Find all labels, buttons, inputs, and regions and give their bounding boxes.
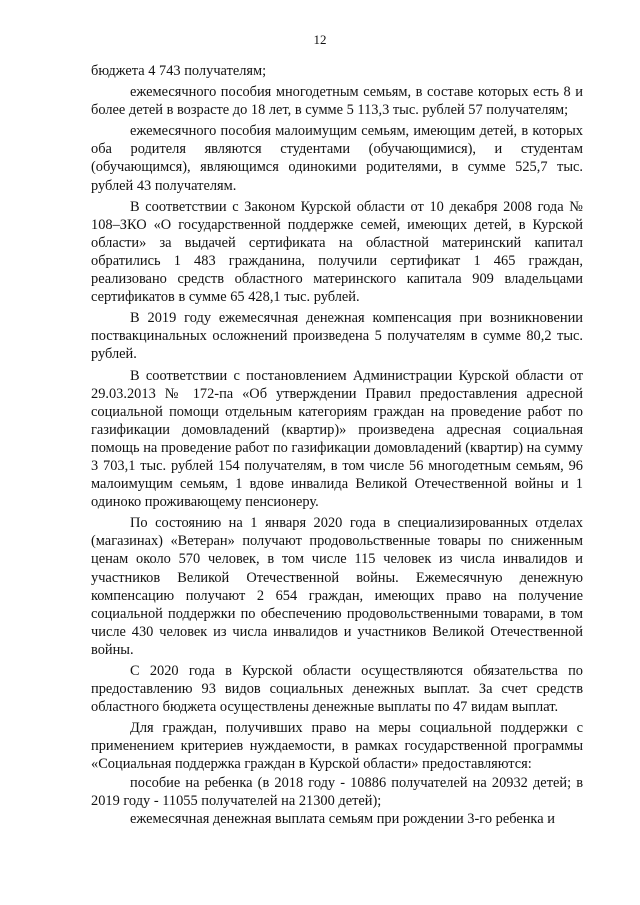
page-number: 12 [313,32,327,47]
paragraph-needs-based-support: Для граждан, получивших право на меры социальной поддержки с применением критериев нуждаемости, в рамках государственной программы «Социальная поддержка граждан в Курской области» предоставляются: [91,720,583,773]
paragraph-large-family-allowance: ежемесячного пособия многодетным семьям, в составе которых есть 8 и более детей в возрасте до 18 лет, в сумме 5 113,3 тыс. рублей 57 получателям; [91,84,583,119]
paragraph-budget-recipients: бюджета 4 743 получателям; [91,63,267,79]
paragraph-vaccination-compensation: В 2019 году ежемесячная денежная компенсация при возникновении поствакцинальных осложнений произведена 5 получателям в сумме 80,2 тыс. рублей. [91,310,583,363]
paragraph-third-child-payment: ежемесячная денежная выплата семьям при рождении 3-го ребенка и [130,810,555,827]
paragraph-gasification-aid: В соответствии с постановлением Администрации Курской области от 29.03.2013 № 172-па «Об утверждении Правил предоставления адресной социальной помощи отдельным категориям граждан на проведение работ по газификации домовладений (квартир)» произведена адресная социальная помощь на проведение работ по газификации домовладений (квартир) на сумму 3 703,1 тыс. рублей 154 получателям, в том числе 56 многодетным семьям, 96 малоимущим семьям, 1 вдове инвалида Великой Отечественной войны и 1 одиноко проживающему пенсионеру. [91,367,583,511]
paragraph-student-family-allowance: ежемесячного пособия малоимущим семьям, имеющим детей, в которых оба родителя являются студентами (обучающимися), и студентам (обучающимся), являющимся одинокими родителями, в сумме 525,7 тыс. рублей 43 получателям. [91,123,583,194]
paragraph-social-payments: С 2020 года в Курской области осуществляются обязательства по предоставлению 93 видов социальных денежных выплат. За счет средств областного бюджета осуществлены денежные выплаты по 47 видам выплат. [91,663,583,716]
paragraph-veteran-stores: По состоянию на 1 января 2020 года в специализированных отделах (магазинах) «Ветеран» получают продовольственные товары по сниженным ценам около 570 человек, в том числе 115 человек из числа инвалидов и участников Великой Отечественной войны. Ежемесячную денежную компенсацию получают 2 654 граждан, имеющих право на получение социальной поддержки по обеспечению продовольственными товарами, в том числе 430 человек из числа инвалидов и участников Великой Отечественной войны. [91,515,583,658]
paragraph-child-allowance: пособие на ребенка (в 2018 году - 10886 получателей на 20932 детей; в 2019 году - 11055 получателей на 21300 детей); [91,774,583,809]
paragraph-maternity-capital: В соответствии с Законом Курской области от 10 декабря 2008 года № 108–ЗКО «О государственной поддержке семей, имеющих детей, в Курской области» за выдачей сертификата на областной материнский капитал обратились 1 483 гражданина, получили сертификат 1 465 граждан, реализовано средств областного материнского капитала 909 владельцами сертификатов в сумме 65 428,1 тыс. рублей. [91,198,583,306]
document-body [91,62,583,828]
